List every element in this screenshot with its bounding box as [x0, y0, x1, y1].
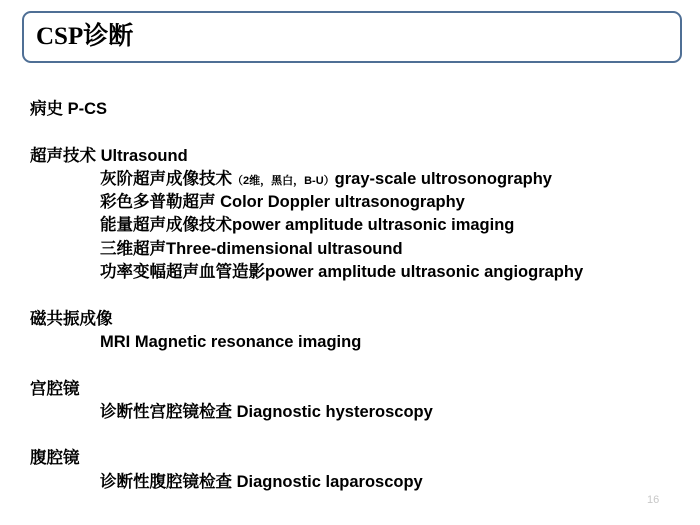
item-text: 灰阶超声成像技术 — [100, 169, 232, 188]
item-text-suffix: gray-scale ultrosonography — [334, 169, 552, 188]
list-item — [30, 168, 690, 191]
list-item: 彩色多普勒超声 Color Doppler ultrasonography — [100, 193, 465, 212]
page-number: 16 — [647, 494, 660, 506]
section-heading: 病史 P-CS — [30, 100, 108, 118]
list-item: 功率变幅超声血管造影power amplitude ultrasonic angiography — [100, 263, 584, 282]
list-item: 三维超声Three-dimensional ultrasound — [100, 239, 403, 258]
list-item: 诊断性腹腔镜检查 Diagnostic laparoscopy — [100, 472, 423, 491]
section-gap — [30, 121, 690, 144]
slide-title: CSP诊断 — [36, 23, 134, 50]
section-heading: 超声技术 Ultrasound — [30, 146, 188, 165]
list-item: 能量超声成像技术power amplitude ultrasonic imaging — [100, 216, 515, 235]
section-heading: 腹腔镜 — [30, 449, 80, 468]
section-gap — [30, 284, 690, 307]
section-heading: 磁共振成像 — [30, 309, 113, 328]
item-note: （2维，黑白，B-U） — [232, 174, 335, 187]
section-gap — [30, 354, 690, 377]
list-item: MRI Magnetic resonance imaging — [100, 332, 362, 351]
title-box — [22, 11, 682, 63]
slide-content — [30, 98, 690, 494]
list-item: 诊断性宫腔镜检查 Diagnostic hysteroscopy — [100, 402, 433, 421]
section-gap — [30, 424, 690, 447]
section-heading: 宫腔镜 — [30, 379, 80, 398]
